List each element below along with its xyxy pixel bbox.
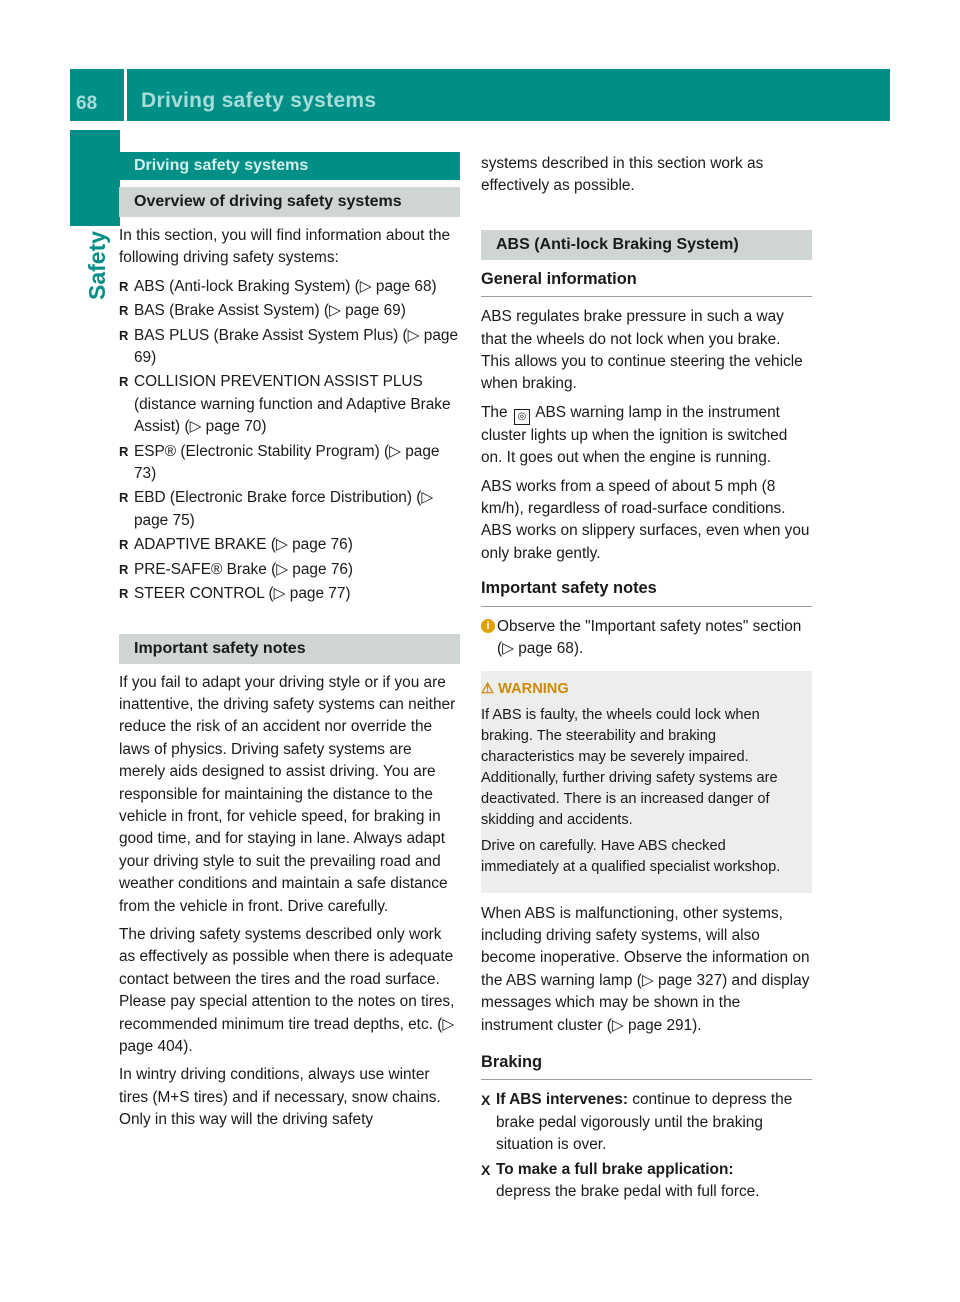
important-paragraph: In wintry driving conditions, always use winter tires (M+S tires) and if necessary, snow chains. Only in this way will the driving safety xyxy=(119,1066,441,1129)
section-title: Driving safety systems xyxy=(119,152,460,180)
right-column xyxy=(481,153,812,1205)
warning-paragraph: Drive on carefully. Have ABS checked immediately at a qualified specialist workshop. xyxy=(481,837,781,875)
action-lead: If ABS intervenes: xyxy=(496,1091,628,1109)
warning-paragraph: If ABS is faulty, the wheels could lock when braking. The steerability and braking characteristics may be severely impaired. Additionally, further driving safety systems are deactivated. There is an increased danger of skidding and accidents. xyxy=(481,706,778,828)
list-item[interactable]: R BAS PLUS (Brake Assist System Plus) (▷ page 69) xyxy=(119,325,460,370)
abs-warning-lamp-icon: ◎ xyxy=(514,409,530,425)
info-icon: i xyxy=(481,619,495,633)
side-tab xyxy=(70,130,120,226)
abs-lamp-paragraph xyxy=(481,402,812,470)
list-item[interactable]: R ADAPTIVE BRAKE (▷ page 76) xyxy=(119,534,460,556)
list-item[interactable]: R ABS (Anti-lock Braking System) (▷ page 68) xyxy=(119,276,460,298)
list-item[interactable]: R COLLISION PREVENTION ASSIST PLUS (distance warning function and Adaptive Brake Assist) (▷ page 70) xyxy=(119,371,460,438)
systems-list xyxy=(119,276,460,606)
action-text: continue to depress the brake pedal vigorously until the braking situation is over. xyxy=(496,1091,793,1154)
important-notes-heading: Important safety notes xyxy=(119,634,460,664)
abs-lamp-text-pre: The xyxy=(481,403,508,421)
left-column xyxy=(119,152,460,1138)
header-title: Driving safety systems xyxy=(141,89,377,112)
braking-heading: Braking xyxy=(481,1051,812,1080)
list-item[interactable]: R ESP® (Electronic Stability Program) (▷ page 73) xyxy=(119,441,460,486)
info-note xyxy=(481,616,812,661)
abs-heading: ABS (Anti-lock Braking System) xyxy=(481,230,812,260)
continuation-text: systems described in this section work as effectively as possible. xyxy=(481,155,764,195)
overview-intro: In this section, you will find information about the following driving safety systems: xyxy=(119,227,451,267)
braking-actions xyxy=(481,1089,812,1203)
action-item xyxy=(481,1159,812,1204)
overview-heading: Overview of driving safety systems xyxy=(119,187,460,217)
list-item[interactable]: R STEER CONTROL (▷ page 77) xyxy=(119,583,460,605)
general-paragraph: ABS works from a speed of about 5 mph (8 km/h), regardless of road-surface conditions. ABS works on slippery surfaces, even when you only brake gently. xyxy=(481,477,810,562)
general-information-heading: General information xyxy=(481,268,812,297)
action-text: depress the brake pedal with full force. xyxy=(496,1182,760,1200)
info-note-text[interactable]: Observe the "Important safety notes" section (▷ page 68). xyxy=(497,617,802,658)
general-paragraph: ABS regulates brake pressure in such a way that the wheels do not lock when you brake. This allows you to continue steering the vehicle when braking. xyxy=(481,308,803,393)
safety-notes-heading: Important safety notes xyxy=(481,577,812,606)
action-item xyxy=(481,1089,812,1156)
header-divider xyxy=(124,69,127,121)
warning-box xyxy=(481,671,812,893)
warning-heading xyxy=(481,679,802,700)
important-paragraph[interactable]: The driving safety systems described only work as effectively as possible when there is adequate contact between the tires and the road surface. Please pay special attention to the notes on tires, recommended minimum tire tread depths, etc. (▷ page 404). xyxy=(119,925,455,1055)
malfunction-paragraph[interactable]: When ABS is malfunctioning, other systems, including driving safety systems, will also become inoperative. Observe the information on the ABS warning lamp (▷ page 327) and display messages which may be shown in the instrument cluster (▷ page 291). xyxy=(481,904,810,1034)
warning-label: WARNING xyxy=(498,680,569,697)
list-item[interactable]: R EBD (Electronic Brake force Distribution) (▷ page 75) xyxy=(119,487,460,532)
important-paragraph: If you fail to adapt your driving style or if you are inattentive, the driving safety systems can neither reduce the risk of an accident nor override the laws of physics. Driving safety systems are merely aids designed to assist driving. You are responsible for maintaining the distance to the vehicle in front, for vehicle speed, for braking in good time, and for staying in lane. Always adapt your driving style to suit the prevailing road and weather conditions and maintain a safe distance from the vehicle in front. Drive carefully. xyxy=(119,673,456,915)
list-item[interactable]: R BAS (Brake Assist System) (▷ page 69) xyxy=(119,300,460,322)
page-number: 68 xyxy=(76,93,98,114)
action-lead: To make a full brake application: xyxy=(496,1160,734,1178)
side-label: Safety xyxy=(84,230,110,300)
list-item[interactable]: R PRE-SAFE® Brake (▷ page 76) xyxy=(119,559,460,581)
abs-lamp-text-post: ABS warning lamp in the instrument cluster lights up when the ignition is switched on. It goes out when the engine is running. xyxy=(481,403,788,467)
warning-triangle-icon: ⚠ xyxy=(481,680,495,697)
